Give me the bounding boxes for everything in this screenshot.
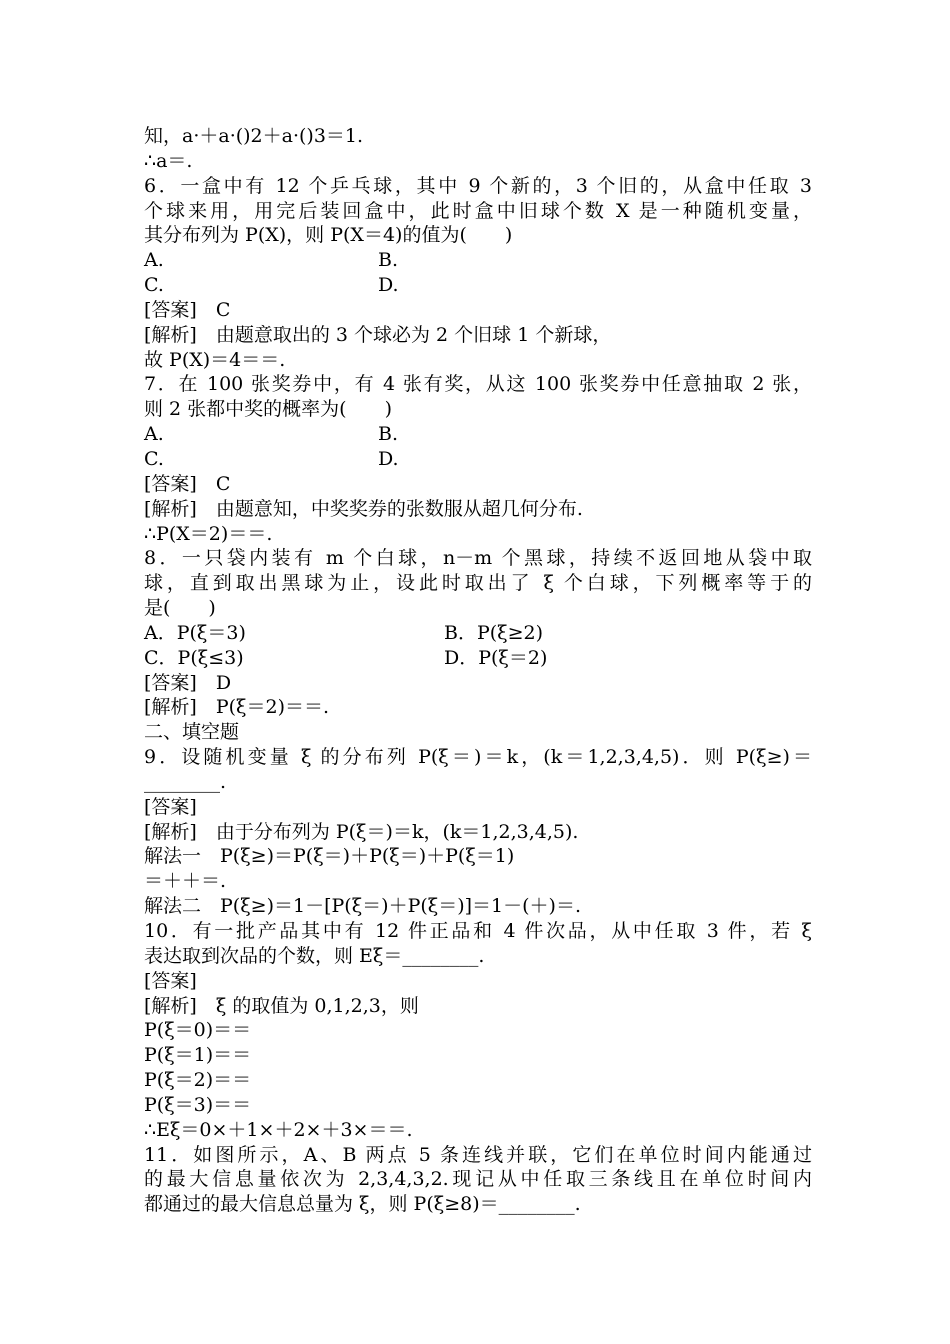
- text-line: 的最大信息量依次为 2,3,4,3,2.现记从中任取三条线且在单位时间内: [144, 1168, 812, 1191]
- text-line: ∴a＝.: [144, 149, 193, 172]
- text-line: ________.: [144, 770, 227, 793]
- text-line: 个球来用，用完后装回盒中，此时盒中旧球个数 X 是一种随机变量，: [144, 199, 812, 222]
- text-line: [答案] C: [144, 298, 231, 321]
- text-line: P(ξ＝1)＝＝: [144, 1044, 252, 1067]
- text-line: 是( ): [144, 597, 216, 620]
- text-line: 球，直到取出黑球为止，设此时取出了 ξ 个白球，下列概率等于的: [144, 572, 812, 595]
- text-line: 二、填空题: [144, 721, 240, 744]
- text-line: 知，a·＋a·()2＋a·()3＝1.: [144, 125, 364, 147]
- text-line: 其分布列为 P(X)，则 P(X＝4)的值为( ): [144, 224, 513, 247]
- text-line: 6．一盒中有 12 个乒乓球，其中 9 个新的，3 个旧的，从盒中任取 3: [144, 174, 812, 197]
- text-line: ＝＋＋＝.: [144, 870, 227, 893]
- text-line: 都通过的最大信息总量为 ξ，则 P(ξ≥8)＝________.: [144, 1193, 581, 1216]
- document-body: [144, 124, 812, 1217]
- option-left: C．P(ξ≤3): [144, 646, 244, 669]
- option-left: A.: [144, 249, 164, 272]
- option-row: [144, 447, 812, 472]
- option-row: [144, 621, 812, 646]
- option-left: C.: [144, 447, 164, 470]
- option-right: D.: [378, 274, 399, 297]
- option-right: D．P(ξ＝2): [444, 646, 548, 669]
- text-line: [解析] 由题意知，中奖奖券的张数服从超几何分布.: [144, 497, 583, 520]
- option-left: A．P(ξ＝3): [144, 621, 246, 644]
- option-right: B．P(ξ≥2): [444, 621, 544, 644]
- option-left: C.: [144, 274, 164, 297]
- text-line: 解法一 P(ξ≥)＝P(ξ＝)＋P(ξ＝)＋P(ξ＝1): [144, 845, 515, 868]
- text-line: [答案]: [144, 795, 197, 818]
- text-line: 11．如图所示，A、B 两点 5 条连线并联，它们在单位时间内能通过: [144, 1143, 812, 1166]
- option-row: [144, 273, 812, 298]
- option-row: [144, 248, 812, 273]
- text-line: ∴P(X＝2)＝＝.: [144, 522, 273, 545]
- text-line: P(ξ＝3)＝＝: [144, 1093, 252, 1116]
- option-row: [144, 422, 812, 447]
- text-line: P(ξ＝0)＝＝: [144, 1019, 252, 1042]
- text-line: 表达取到次品的个数，则 Eξ＝________.: [144, 944, 485, 967]
- text-line: [答案]: [144, 969, 197, 992]
- option-right: D.: [378, 447, 399, 470]
- text-line: [解析] P(ξ＝2)＝＝.: [144, 696, 330, 719]
- text-line: 则 2 张都中奖的概率为( ): [144, 398, 392, 421]
- option-right: B.: [378, 423, 399, 446]
- text-line: ∴Eξ＝0×＋1×＋2×＋3×＝＝.: [144, 1118, 413, 1141]
- option-row: [144, 646, 812, 671]
- option-left: A.: [144, 423, 164, 446]
- text-line: 10．有一批产品其中有 12 件正品和 4 件次品，从中任取 3 件，若 ξ: [144, 920, 812, 942]
- text-line: [解析] 由于分布列为 P(ξ＝)＝k，(k＝1,2,3,4,5).: [144, 820, 579, 843]
- text-line: 8．一只袋内装有 m 个白球，n－m 个黑球，持续不返回地从袋中取: [144, 547, 812, 570]
- text-line: [解析] 由题意取出的 3 个球必为 2 个旧球 1 个新球，: [144, 323, 612, 346]
- option-right: B.: [378, 249, 399, 272]
- text-line: 故 P(X)＝4＝＝.: [144, 348, 286, 371]
- text-line: 9．设随机变量 ξ 的分布列 P(ξ＝)＝k，(k＝1,2,3,4,5)．则 P(ξ≥)＝: [144, 746, 812, 769]
- text-line: 解法二 P(ξ≥)＝1－[P(ξ＝)＋P(ξ＝)]＝1－(＋)＝.: [144, 895, 582, 918]
- text-line: 7．在 100 张奖券中，有 4 张有奖，从这 100 张奖券中任意抽取 2 张，: [144, 373, 812, 396]
- text-line: [答案] C: [144, 472, 231, 495]
- text-line: [答案] D: [144, 671, 232, 694]
- text-line: P(ξ＝2)＝＝: [144, 1069, 252, 1092]
- text-line: [解析] ξ 的取值为 0,1,2,3，则: [144, 994, 419, 1017]
